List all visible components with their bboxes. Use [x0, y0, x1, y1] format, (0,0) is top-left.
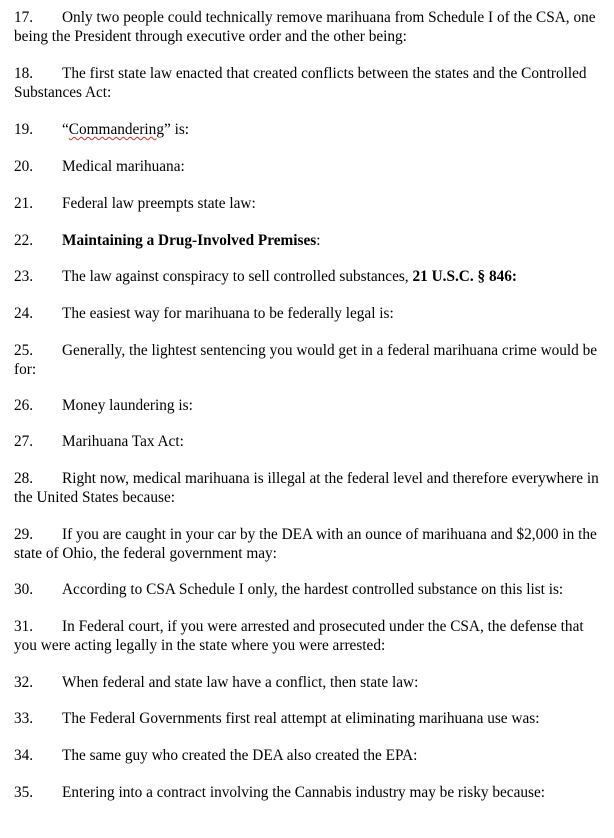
question-text: Entering into a contract involving the Cannabis industry may be risky because:	[62, 784, 546, 801]
question-31	[14, 618, 604, 655]
question-number: 31.	[14, 618, 34, 635]
question-number: 34.	[14, 747, 34, 764]
question-19	[14, 121, 604, 140]
question-24	[14, 305, 604, 324]
question-number: 19.	[14, 121, 34, 138]
question-text: According to CSA Schedule I only, the hardest controlled substance on this list is:	[62, 581, 564, 598]
question-17	[14, 9, 604, 46]
question-text: Generally, the lightest sentencing you would get in a federal marihuana crime would be for:	[14, 342, 598, 378]
question-text: The Federal Governments first real attempt at eliminating marihuana use was:	[62, 710, 540, 727]
question-18	[14, 65, 604, 102]
question-number: 24.	[14, 305, 34, 322]
question-text: Federal law preempts state law:	[62, 195, 256, 212]
question-text: When federal and state law have a conflict, then state law:	[62, 674, 419, 691]
question-number: 33.	[14, 710, 34, 727]
question-text: The same guy who created the DEA also created the EPA:	[62, 747, 418, 764]
question-number: 26.	[14, 397, 34, 414]
question-25	[14, 342, 604, 379]
question-text: The law against conspiracy to sell controlled substances,	[62, 268, 413, 285]
question-bold-term: Maintaining a Drug-Involved Premises	[62, 232, 317, 249]
question-23	[14, 268, 604, 287]
question-number: 22.	[14, 232, 34, 249]
question-21	[14, 195, 604, 214]
question-number: 21.	[14, 195, 34, 212]
question-35	[14, 784, 604, 803]
question-number: 30.	[14, 581, 34, 598]
question-27	[14, 433, 604, 452]
question-34	[14, 747, 604, 766]
question-number: 23.	[14, 268, 34, 285]
question-text: In Federal court, if you were arrested and prosecuted under the CSA, the defense that you were acting legally in the state where you were arrested:	[14, 618, 584, 654]
statute-citation: 21 U.S.C. § 846:	[412, 268, 517, 285]
question-number: 28.	[14, 470, 34, 487]
question-number: 25.	[14, 342, 34, 359]
question-32	[14, 674, 604, 693]
question-text: Money laundering is:	[62, 397, 193, 414]
question-text: Only two people could technically remove marihuana from Schedule I of the CSA, one being the President through executive order and the other being:	[14, 9, 596, 45]
question-29	[14, 526, 604, 563]
question-number: 20.	[14, 158, 34, 175]
question-text-end: :	[316, 232, 321, 249]
question-26	[14, 397, 604, 416]
question-text: Right now, medical marihuana is illegal at the federal level and therefore everywhere in the United States because:	[14, 470, 599, 506]
question-33	[14, 710, 604, 729]
question-30	[14, 581, 604, 600]
question-text: The easiest way for marihuana to be federally legal is:	[62, 305, 394, 322]
question-20	[14, 158, 604, 177]
open-quote: “	[62, 121, 69, 138]
question-text: The first state law enacted that created conflicts between the states and the Controlled Substances Act:	[14, 65, 587, 101]
question-number: 17.	[14, 9, 34, 26]
question-number: 35.	[14, 784, 34, 801]
question-number: 27.	[14, 433, 34, 450]
question-28	[14, 470, 604, 507]
question-number: 29.	[14, 526, 34, 543]
spellcheck-flagged-word: Commandering	[68, 121, 164, 138]
question-text: Medical marihuana:	[62, 158, 185, 175]
question-22	[14, 232, 604, 251]
question-number: 18.	[14, 65, 34, 82]
question-number: 32.	[14, 674, 34, 691]
question-text: Marihuana Tax Act:	[62, 433, 184, 450]
question-text: If you are caught in your car by the DEA with an ounce of marihuana and $2,000 in the state of Ohio, the federal government may:	[14, 526, 597, 562]
question-text-end: ” is:	[163, 121, 190, 138]
